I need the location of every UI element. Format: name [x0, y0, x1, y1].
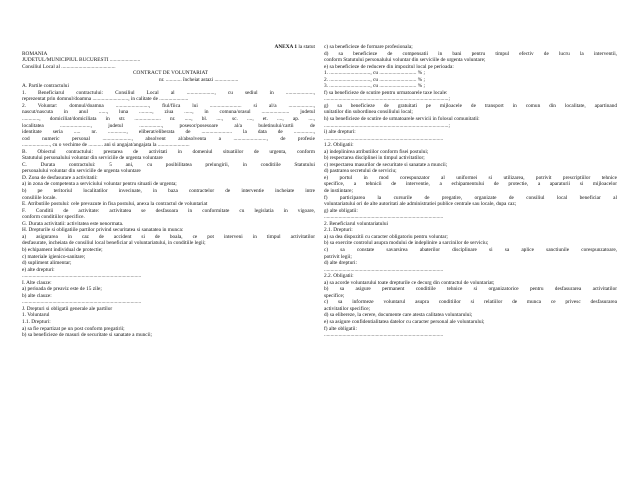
text-line: a) sa acorde voluntarului toate drepturile ce decurg din contractul de voluntariat; — [324, 279, 495, 286]
text-line: E. Atributiile postului: cele prevazute in fisa postului, anexa la contractul de voluntariat — [22, 201, 208, 208]
text-line: b) pe teritoriul localitatilor invecinate, in baza contractelor de interventie incheiate intre — [22, 188, 315, 195]
text-line: desfasurate, incheiata de consiliul local beneficiar al voluntariatului, in conditiile legii; — [22, 240, 206, 247]
text-line: 1. ..............................., cu ............................ % ; — [324, 70, 425, 77]
text-line: a) indeplinirea atributiilor conform fisei postului; — [324, 148, 429, 155]
text-line: J. Drepturi si obligatii generale ale partilor — [22, 305, 113, 312]
text-line: e) alte drepturi: — [22, 266, 55, 273]
text-line: b) sa beneficieze de masuri de securitate si sanatate a muncii; — [22, 332, 153, 339]
text-line: c) respectarea masurilor de securitate si sanatate a muncii; — [324, 161, 448, 168]
text-line: c) sa beneficieze de formare profesionala; — [324, 44, 413, 50]
right-column — [324, 44, 617, 339]
text-line: f) alte obligatii: — [324, 325, 357, 332]
text-line: 2. Voluntar: domnul/doamna ........................., fiul/fiica lui ........................ si al/a ..................., — [22, 102, 315, 109]
annex-suffix: la statut — [297, 44, 315, 50]
text-line: localitatea ......................., judetul ................., posesor/posesoare al/a buletinului/cartii de — [22, 122, 315, 129]
text-line: activitatilor specifice; — [324, 305, 371, 312]
text-line: de instiintare; — [324, 188, 353, 195]
text-line: a) sa fie repartizat pe un post conform pregatirii; — [22, 325, 125, 332]
text-line: ....................., cu o vechime de ........... ani si angajat/angajata la ........................ — [22, 142, 190, 149]
text-line: b) sa asigure permanent conditiile tehnice si organizatorice pentru desfasurarea activitatilor — [324, 286, 617, 293]
text-line: a) asigurarea in caz de accident si de boala, ce pot interveni in timpul activitatilor — [22, 233, 315, 240]
text-line: ROMANIA — [22, 50, 48, 57]
text-line: 1.1. Drepturi: — [22, 318, 51, 325]
text-line: b) sa exercite controlul asupra modului de indeplinire a sarcinilor de serviciu; — [324, 240, 489, 247]
text-line: unitatilor din subordinea consiliului local; — [324, 109, 413, 116]
text-line: d) sa elibereze, la cerere, documente care atesta calitatea voluntarului; — [324, 312, 473, 319]
text-line: i) alte drepturi: — [324, 129, 356, 136]
text-line: conform conditiilor specifice. — [22, 214, 85, 221]
text-line: .......................................................................................... — [324, 214, 444, 221]
text-line: ..............................................................................................; — [324, 96, 450, 103]
text-line: 2.1. Drepturi: — [324, 227, 353, 234]
text-line: 2. ..............................., cu ............................ % ; — [324, 76, 425, 83]
text-line: f) participarea la cursurile de pregatire, organizate de consiliul local beneficiar al — [324, 194, 617, 201]
text-line: Consiliul Local al ......................................... — [22, 63, 116, 70]
annex-number: ANEXA 1 — [274, 44, 298, 50]
text-line: 2.2. Obligatii: — [324, 273, 354, 280]
text-line: .......................................................................................... — [324, 332, 444, 339]
text-line: nascut/nascuta in anul ......, luna .........., ziua ......, in comuna/orasul ..................... judetul — [22, 109, 315, 116]
text-line: cod numeric personal ......................, absolvent al/absolventa a ........................., de profesie — [22, 135, 315, 142]
text-line: personalului voluntar din serviciile de urgenta voluntare — [22, 168, 141, 175]
text-line: specifice, a tehnicii de interventie, a echipamentului de protectie, a aparaturii si mijloacelor — [324, 181, 617, 188]
text-line: identitate seria ..... nr. .............., eliberat/eliberata de ....................... la data de ..............., — [22, 129, 315, 136]
text-line: F. Conditii de activitate: activitatea se desfasoara in conformitate cu legislatia in vigoare, — [22, 207, 315, 214]
text-line: c) sa informeze voluntarul asupra conditiilor si relatiilor de munca ce privesc desfasurarea — [324, 299, 617, 306]
text-line: d) supliment alimentar; — [22, 260, 72, 267]
text-line: B. Obiectul contractului: prestarea de activitati in domeniul situatiilor de urgenta, conform — [22, 148, 315, 155]
text-line: .......................................................................................... — [22, 273, 142, 280]
text-line: consiliile locale. — [22, 194, 57, 201]
text-line: e) sa asigure confidentialitatea datelor cu caracter personal ale voluntarului; — [324, 318, 485, 325]
text-line: C. Durata contractului: 5 ani, cu posibilitatea prelungirii, in conditiile Statutului — [22, 161, 315, 168]
text-line: h) sa beneficieze de scutire de urmatoarele servicii in folosul comunitatii: — [324, 116, 480, 123]
text-line: 2. Beneficiarul voluntariatului — [324, 220, 388, 227]
text-line: d) pastrarea secretului de serviciu; — [324, 168, 397, 175]
text-line: .......................................................................................... — [324, 266, 444, 273]
text-line: 3. ..............................., cu ............................ % ; — [324, 83, 425, 90]
text-line: b) echipament individual de protectie; — [22, 246, 103, 253]
contract-title: CONTRACT DE VOLUNTARIAT — [133, 70, 209, 77]
text-line: voluntariatului ori de alte autoritati ale administratiei publice centrale sau locale, dupa caz; — [324, 201, 517, 208]
text-line: e) sa beneficieze de reducere din impozitul local pe perioada: — [324, 63, 454, 70]
text-line: ..............................................................................................; — [324, 122, 450, 129]
text-line: 1. Voluntarul — [22, 312, 50, 319]
text-line: Statutului personalului voluntar din serviciile de urgenta voluntare — [22, 155, 163, 162]
text-line: JUDETUL/MUNICIPIUL BUCURESTI ....................... — [22, 57, 141, 64]
text-line: c) sa constate savarsirea abaterilor disciplinare si sa aplice sanctiunile corespunzatoare, — [324, 246, 617, 253]
text-line: 1. Beneficiarul contractului: Consiliul Local al ....................., cu sediul in ....................., — [22, 89, 315, 96]
text-line: a) in zona de competenta a serviciului voluntar pentru situatii de urgenta; — [22, 181, 177, 188]
text-line: f) sa beneficieze de scutire pentru urmatoarele taxe locale: — [324, 89, 448, 96]
text-line: 1.2. Obligatii: — [324, 142, 354, 149]
text-line: I. Alte clauze: — [22, 279, 52, 286]
text-line: a) sa dea dispozitii cu caracter obligatoriu pentru voluntar; — [324, 233, 448, 240]
text-line: d) alte drepturi: — [324, 260, 357, 267]
text-line: conform Statutului personalului voluntar din serviciile de urgenta voluntare; — [324, 57, 486, 64]
text-line: reprezentat prin domnul/doamna ..........................., in calitate de ...................... — [22, 96, 189, 103]
text-line: d) sa beneficieze de compensatii in bani pentru timpul efectiv de lucru la interventii, — [324, 50, 617, 57]
text-line: specifice; — [324, 292, 345, 299]
text-line: e) portul in mod corespunzator al uniformei si utilizarea, potrivit prescriptiilor tehnice — [324, 174, 617, 181]
text-line: G. Durata activitatii: activitatea este nenormata. — [22, 220, 124, 227]
text-line: .......................................................................................... — [324, 135, 444, 142]
text-line: potrivit legii; — [324, 253, 352, 260]
text-line: b) alte clauze: — [22, 292, 52, 299]
text-line: H. Drepturile si obligatiile partilor privind securitatea si sanatatea in munca: — [22, 227, 184, 234]
text-line: a) perioada de preaviz este de 15 zile; — [22, 286, 102, 293]
text-line: A. Partile contractului — [22, 83, 69, 90]
text-line: c) materiale igienico-sanitare; — [22, 253, 86, 260]
text-line: g) sa beneficieze de gratuitati pe mijloacele de transport in comun din localitate, apartinand — [324, 102, 617, 109]
text-line: g) alte obligatii: — [324, 207, 358, 214]
text-line: b) respectarea disciplinei in timpul activitatilor; — [324, 155, 425, 162]
text-line: D. Zona de desfasurare a activitatii: — [22, 174, 98, 181]
text-line: .......................................................................................... — [22, 299, 142, 306]
left-column — [22, 44, 315, 339]
text-line: ............., domiciliat/domiciliata in str. .................... nr. ....., bl. ...., sc. ...., et. ...., ap. ...., — [22, 116, 315, 123]
contract-number-date: nr. ............ încheiat astazi .................. — [159, 76, 239, 83]
